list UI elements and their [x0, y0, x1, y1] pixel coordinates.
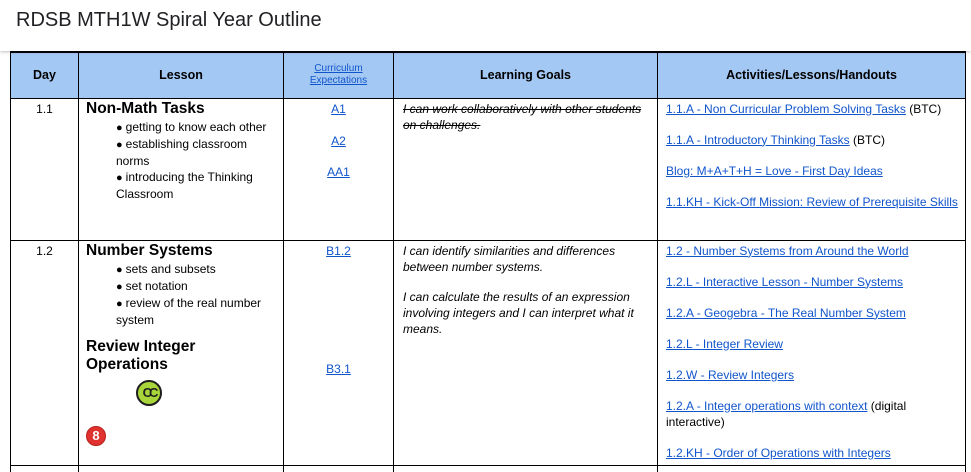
- activity-link[interactable]: 1.2.A - Integer operations with context: [666, 398, 868, 413]
- table-row-next: [11, 465, 966, 472]
- expectation-link[interactable]: A2: [331, 133, 346, 148]
- list-item: [666, 243, 961, 259]
- lesson-title: Number Systems: [86, 241, 213, 259]
- table-header-row: [11, 52, 966, 98]
- list-item: [666, 274, 961, 290]
- activity-link[interactable]: 1.2.KH - Order of Operations with Integers: [666, 445, 891, 460]
- activity-link[interactable]: 1.1.KH - Kick-Off Mission: Review of Prerequisite Skills: [666, 194, 958, 209]
- number-badge: 8: [86, 426, 106, 446]
- list-item: 1.1.A - Introductory Thinking Tasks (BTC): [666, 132, 885, 147]
- curriculum-expectations-link[interactable]: Curriculum Expectations: [309, 62, 368, 87]
- list-item: Classroom: [116, 186, 174, 201]
- activity-link[interactable]: 1.2.L - Integer Review: [666, 336, 783, 351]
- day-cell: 1.1: [11, 98, 79, 240]
- list-item: 1.1.A - Non Curricular Problem Solving Tasks (BTC): [666, 101, 942, 116]
- document-title: RDSB MTH1W Spiral Year Outline: [16, 9, 322, 31]
- activity-link[interactable]: 1.2.L - Interactive Lesson - Number Systems: [666, 274, 903, 289]
- learning-goal: I can identify similarities and differences between number systems.: [403, 243, 616, 274]
- list-item: [666, 445, 961, 461]
- learning-goals-cell: [394, 240, 658, 465]
- list-item: ● introducing the Thinking: [116, 169, 253, 184]
- activity-link[interactable]: 1.1.A - Non Curricular Problem Solving Tasks: [666, 101, 906, 116]
- list-item: norms: [116, 153, 150, 168]
- consolidation-icon: CC: [136, 380, 162, 406]
- expectation-link[interactable]: B3.1: [326, 361, 351, 376]
- header-learning-goals: Learning Goals: [394, 52, 658, 98]
- activity-link[interactable]: 1.1.A - Introductory Thinking Tasks: [666, 132, 850, 147]
- list-item: [666, 194, 961, 210]
- list-item: [666, 163, 961, 179]
- list-item: 1.2.A - Integer operations with context (digital interactive): [666, 398, 907, 429]
- expectations-cell: [284, 98, 394, 240]
- list-item: ● sets and subsets: [116, 261, 216, 276]
- activity-link[interactable]: Blog: M+A+T+H = Love - First Day Ideas: [666, 163, 883, 178]
- list-item: system: [116, 312, 155, 327]
- list-item: ● review of the real number: [116, 295, 262, 310]
- expectation-link[interactable]: A1: [331, 101, 346, 116]
- year-outline-table: [10, 51, 966, 472]
- activities-cell: [658, 240, 966, 465]
- list-item: [666, 305, 961, 321]
- activity-link[interactable]: 1.2.W - Review Integers: [666, 367, 795, 382]
- lesson-cell: [79, 98, 284, 240]
- struck-learning-goal: I can work collaboratively with other students on challenges.: [403, 101, 642, 132]
- header-curriculum-expectations: [284, 52, 394, 98]
- lesson-title: Non-Math Tasks: [86, 99, 205, 117]
- list-item: ● set notation: [116, 278, 188, 293]
- learning-goal: I can calculate the results of an expression involving integers and I can interpret what it means.: [403, 289, 634, 336]
- expectation-link[interactable]: AA1: [327, 164, 350, 179]
- table-row-day-1-1: [11, 98, 966, 240]
- expectations-cell: [284, 240, 394, 465]
- lesson-subtitle: Review Integer Operations: [86, 337, 196, 373]
- list-item: [666, 367, 961, 383]
- list-item: ● establishing classroom: [116, 136, 248, 151]
- lesson-bullets: [86, 261, 279, 328]
- learning-goals-cell: [394, 98, 658, 240]
- lesson-cell: [79, 240, 284, 465]
- list-item: [666, 336, 961, 352]
- activity-link[interactable]: 1.2.A - Geogebra - The Real Number System: [666, 305, 906, 320]
- expectation-link[interactable]: B1.2: [326, 243, 351, 258]
- lesson-bullets: [86, 119, 279, 202]
- list-item: ● getting to know each other: [116, 119, 267, 134]
- document-title-bar: [0, 0, 971, 51]
- header-lesson: Lesson: [79, 52, 284, 98]
- activity-link[interactable]: 1.2 - Number Systems from Around the World: [666, 243, 909, 258]
- day-cell: 1.2: [11, 240, 79, 465]
- header-activities: Activities/Lessons/Handouts: [658, 52, 966, 98]
- header-day: Day: [11, 52, 79, 98]
- activities-cell: [658, 98, 966, 240]
- table-row-day-1-2: [11, 240, 966, 465]
